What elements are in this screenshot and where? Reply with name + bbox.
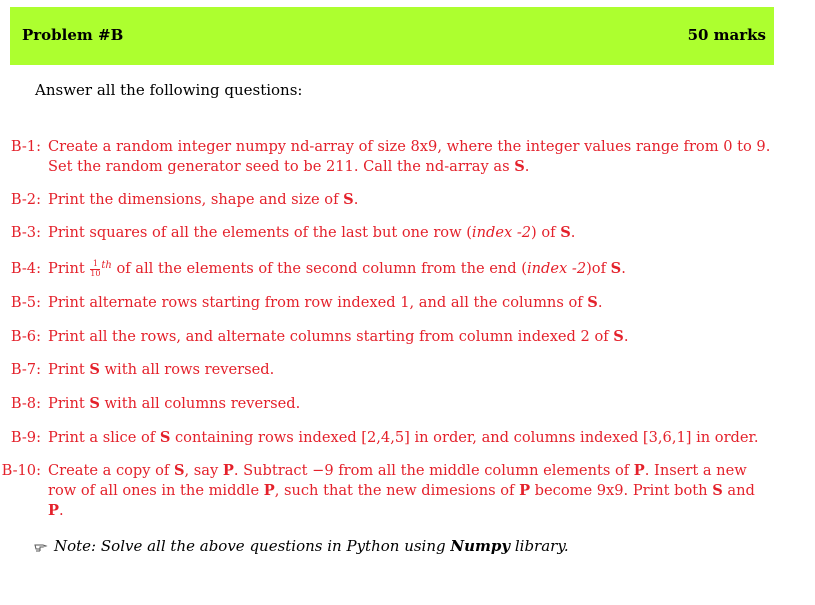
question-line: row of all ones in the middle P, such that the new dimesions of P become 9x9. Print both S and xyxy=(48,482,755,499)
question-number: B-1: xyxy=(10,138,41,155)
question-line: Create a random integer numpy nd-array of size 8x9, where the integer values range from 0 to 9. xyxy=(48,138,771,155)
index-term: index -2 xyxy=(526,260,587,277)
question-number: B-10: xyxy=(1,462,41,479)
question-b8 xyxy=(0,394,790,414)
question-text: Print alternate rows starting from row indexed 1, and all the columns of S. xyxy=(48,294,603,311)
question-text xyxy=(48,461,768,521)
matrix-p: P xyxy=(633,462,645,479)
matrix-p: P xyxy=(48,502,59,519)
question-b4 xyxy=(0,259,790,281)
matrix-p: P xyxy=(263,482,275,499)
problem-title: Problem #B xyxy=(22,26,124,44)
question-number: B-8: xyxy=(10,395,41,412)
numpy-library: Numpy xyxy=(450,537,511,555)
matrix-s: S xyxy=(173,462,185,479)
matrix-s: S xyxy=(89,395,100,412)
question-b10 xyxy=(0,461,790,523)
matrix-s: S xyxy=(343,191,354,208)
question-line: Create a copy of S, say P. Subtract −9 from all the middle column elements of P. Insert a new xyxy=(48,462,747,479)
question-number: B-7: xyxy=(10,361,41,378)
fraction-one-tenth: $\frac{1}{10}$ xyxy=(90,259,101,278)
note-text: Note: Solve all the above questions in Python using xyxy=(54,537,451,555)
question-text: Print all the rows, and alternate columns starting from column indexed 2 of S. xyxy=(48,328,629,345)
question-text: Print $\frac{1}{10}$ $^{th}$ of all the elements of the second column from the end (index -2)of S. xyxy=(48,259,626,278)
question-number: B-4: xyxy=(10,260,41,277)
matrix-s: S xyxy=(613,328,624,345)
question-b1 xyxy=(0,137,790,179)
question-b6 xyxy=(0,327,790,347)
question-line: P. xyxy=(48,502,64,519)
question-number: B-5: xyxy=(10,294,41,311)
matrix-s: S xyxy=(514,158,525,175)
ordinal-superscript: th xyxy=(101,260,112,271)
question-text: Print S with all rows reversed. xyxy=(48,361,275,378)
question-number: B-6: xyxy=(10,328,41,345)
question-number: B-2: xyxy=(10,191,41,208)
matrix-s: S xyxy=(610,260,622,277)
pointing-hand-icon xyxy=(34,542,48,552)
question-line: Set the random generator seed to be 211. Call the nd-array as S. xyxy=(48,158,530,175)
question-text xyxy=(48,137,771,177)
question-text: Print a slice of S containing rows indexed [2,4,5] in order, and columns indexed [3,6,1] in order. xyxy=(48,429,759,446)
question-text: Print the dimensions, shape and size of S. xyxy=(48,191,359,208)
index-term: index -2 xyxy=(471,224,532,241)
question-number: B-3: xyxy=(10,224,41,241)
matrix-s: S xyxy=(587,294,598,311)
question-text: Print squares of all the elements of the last but one row (index -2) of S. xyxy=(48,224,576,241)
note: Note: Solve all the above questions in Python using Numpy library. xyxy=(34,537,569,555)
question-b9 xyxy=(0,428,790,448)
matrix-p: P xyxy=(519,482,531,499)
matrix-s: S xyxy=(560,224,571,241)
matrix-s: S xyxy=(159,429,171,446)
problem-header-banner xyxy=(10,7,774,65)
question-b7 xyxy=(0,360,790,380)
question-b3 xyxy=(0,223,790,243)
question-number: B-9: xyxy=(10,429,41,446)
question-b2 xyxy=(0,190,790,210)
question-text: Print S with all columns reversed. xyxy=(48,395,301,412)
problem-marks: 50 marks xyxy=(687,26,766,44)
question-b5 xyxy=(0,293,790,313)
matrix-p: P xyxy=(222,462,234,479)
instructions-text: Answer all the following questions: xyxy=(35,81,303,99)
matrix-s: S xyxy=(89,361,100,378)
matrix-s: S xyxy=(712,482,723,499)
